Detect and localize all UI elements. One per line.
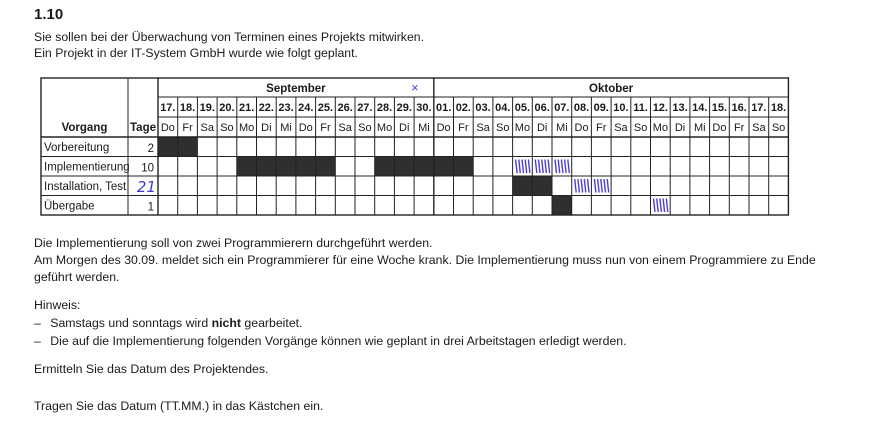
weekday-label: Do: [574, 122, 589, 134]
handwritten-mark: ×: [411, 80, 419, 95]
gantt-bar: [375, 157, 395, 177]
hatch-stroke: [666, 199, 668, 213]
weekday-label: Fr: [458, 122, 469, 134]
gantt-bar: [296, 157, 316, 177]
exercise-number: 1.10: [34, 6, 64, 23]
date-label: 03.: [475, 102, 491, 114]
hatch-stroke: [588, 179, 590, 193]
hatch-stroke: [575, 179, 577, 193]
date-label: 28.: [376, 102, 393, 114]
task-duration: 1: [147, 201, 154, 214]
weekday-label: Mo: [376, 122, 393, 134]
column-header-tage: Tage: [130, 122, 156, 134]
weekday-label: So: [220, 122, 234, 134]
hatch-stroke: [539, 160, 541, 174]
date-label: 14.: [692, 102, 708, 114]
weekday-label: Sa: [476, 122, 490, 134]
weekday-label: So: [496, 122, 510, 134]
task-name: Vorbereitung: [44, 142, 110, 154]
date-label: 13.: [672, 102, 688, 114]
weekday-label: Do: [160, 122, 175, 134]
weekday-label: Fr: [596, 122, 607, 134]
weekday-label: Do: [298, 122, 313, 134]
hatch-stroke: [654, 199, 656, 213]
date-label: 26.: [337, 102, 353, 114]
gantt-bar: [237, 157, 257, 177]
weekday-label: Do: [712, 122, 727, 134]
date-label: 02.: [455, 102, 471, 114]
hint-text: Die auf die Implementierung folgenden Vorgänge können wie geplant in drei Arbeitstagen erledigt werden.: [50, 334, 627, 348]
para-line-2: Am Morgen des 30.09. meldet sich ein Programmierer für eine Woche krank. Die Implementierung muss nun von einem Programmiere zu Ende: [34, 253, 816, 267]
weekday-label: Sa: [614, 122, 628, 134]
intro-line-1: Sie sollen bei der Überwachung von Terminen eines Projekts mitwirken.: [34, 30, 425, 44]
date-label: 23.: [278, 102, 294, 114]
hatch-stroke: [604, 179, 606, 193]
instruction-text: Tragen Sie das Datum (TT.MM.) in das Kästchen ein.: [34, 399, 324, 413]
weekday-label: Fr: [320, 122, 331, 134]
hint-text: gearbeitet.: [240, 316, 303, 330]
weekday-label: Mo: [652, 122, 668, 134]
weekday-label: Sa: [200, 122, 214, 134]
hint-dash: –: [34, 334, 41, 348]
hatch-stroke: [660, 199, 662, 213]
hatch-stroke: [555, 160, 557, 174]
weekday-label: Di: [536, 122, 548, 134]
date-label: 17.: [751, 102, 767, 114]
weekday-label: Fr: [182, 122, 193, 134]
weekday-label: So: [771, 122, 786, 134]
date-label: 27.: [357, 102, 373, 114]
hint-label: Hinweis:: [34, 298, 81, 312]
date-label: 04.: [495, 102, 511, 114]
hatch-stroke: [578, 179, 580, 193]
hatch-stroke: [601, 179, 603, 193]
date-label: 01.: [436, 102, 452, 114]
weekday-label: Mi: [418, 122, 430, 134]
weekday-label: Mi: [556, 122, 568, 134]
hatch-stroke: [535, 160, 537, 174]
gantt-bar: [158, 137, 178, 157]
gantt-bar: [454, 157, 474, 177]
task-duration: 10: [141, 162, 154, 175]
task-name: Übergabe: [44, 200, 95, 213]
para-line-3: geführt werden.: [34, 270, 120, 284]
hatch-stroke: [568, 160, 570, 174]
weekday-label: Di: [674, 122, 686, 134]
date-label: 16.: [731, 102, 747, 114]
gantt-bar: [414, 157, 434, 177]
weekday-label: Di: [261, 122, 272, 134]
weekday-label: Do: [436, 122, 451, 134]
handwritten-hatch: [516, 160, 530, 174]
hatch-stroke: [581, 179, 583, 193]
hatch-stroke: [598, 179, 600, 193]
hint-bold: nicht: [211, 316, 241, 330]
gantt-bar: [178, 137, 198, 157]
weekday-label: So: [358, 122, 372, 134]
column-header-vorgang: Vorgang: [61, 122, 108, 134]
task-name: Installation, Test: [44, 181, 127, 193]
date-label: 29.: [396, 102, 412, 114]
date-label: 18.: [770, 102, 787, 114]
handwritten-hatch: [555, 160, 569, 174]
hatch-stroke: [657, 199, 659, 213]
hatch-stroke: [519, 160, 521, 174]
task-duration: 2: [147, 143, 154, 155]
gantt-bar: [257, 157, 277, 177]
weekday-label: Mo: [514, 122, 531, 134]
weekday-label: Sa: [338, 122, 352, 134]
date-label: 10.: [613, 102, 629, 114]
hatch-stroke: [607, 179, 609, 193]
gantt-bar: [552, 196, 572, 216]
date-label: 18.: [179, 102, 196, 114]
date-label: 07.: [554, 102, 570, 114]
hatch-stroke: [558, 160, 560, 174]
hatch-stroke: [525, 160, 527, 174]
date-label: 30.: [416, 102, 432, 114]
weekday-label: So: [633, 122, 648, 134]
gantt-bar: [316, 157, 336, 177]
handwritten-hatch: [594, 179, 608, 193]
hint-text: Samstags und sonntags wird: [50, 316, 212, 330]
hint-dash: –: [34, 316, 41, 330]
task-name: Implementierung: [44, 161, 130, 174]
weekday-label: Mi: [280, 122, 292, 134]
handwritten-duration: 21: [136, 178, 156, 196]
gantt-bar: [434, 157, 454, 177]
date-label: 12.: [652, 102, 668, 114]
weekday-label: Fr: [733, 122, 745, 134]
date-label: 05.: [514, 102, 531, 114]
date-label: 21.: [239, 102, 255, 114]
date-label: 20.: [219, 102, 235, 114]
weekday-label: Mi: [693, 122, 706, 134]
date-label: 08.: [573, 102, 590, 114]
hatch-stroke: [548, 160, 550, 174]
weekday-label: Di: [399, 122, 410, 134]
gantt-bar: [532, 176, 552, 196]
hatch-stroke: [545, 160, 547, 174]
weekday-label: Mo: [239, 122, 255, 134]
intro-line-2: Ein Projekt in der IT-System GmbH wurde wie folgt geplant.: [34, 46, 358, 60]
gantt-bar: [513, 176, 533, 196]
date-label: 06.: [534, 102, 550, 114]
weekday-label: Sa: [752, 122, 766, 134]
gantt-bar: [276, 157, 296, 177]
hint-item-2: [34, 334, 627, 349]
handwritten-hatch: [535, 160, 549, 174]
handwritten-hatch: [575, 179, 589, 193]
gantt-bar: [394, 157, 414, 177]
date-label: 09.: [593, 102, 609, 114]
task-text: Ermitteln Sie das Datum des Projektendes.: [34, 362, 269, 376]
date-label: 11.: [633, 102, 648, 114]
date-label: 24.: [298, 102, 314, 114]
hint-item-1: [34, 316, 303, 331]
date-label: 19.: [199, 102, 215, 114]
hatch-stroke: [663, 199, 665, 213]
date-label: 25.: [317, 102, 334, 114]
hatch-stroke: [594, 179, 596, 193]
hatch-stroke: [565, 160, 567, 174]
hatch-stroke: [516, 160, 518, 174]
date-label: 15.: [711, 102, 728, 114]
hatch-stroke: [561, 160, 563, 174]
hatch-stroke: [542, 160, 544, 174]
month-label-september: September: [266, 83, 326, 95]
date-label: 17.: [160, 102, 176, 114]
hatch-stroke: [528, 160, 530, 174]
para-line-1: Die Implementierung soll von zwei Programmierern durchgeführt werden.: [34, 236, 433, 250]
date-label: 22.: [258, 102, 274, 114]
hatch-stroke: [522, 160, 524, 174]
month-label-oktober: Oktober: [589, 83, 634, 95]
hatch-stroke: [584, 179, 586, 193]
handwritten-hatch: [654, 199, 668, 213]
